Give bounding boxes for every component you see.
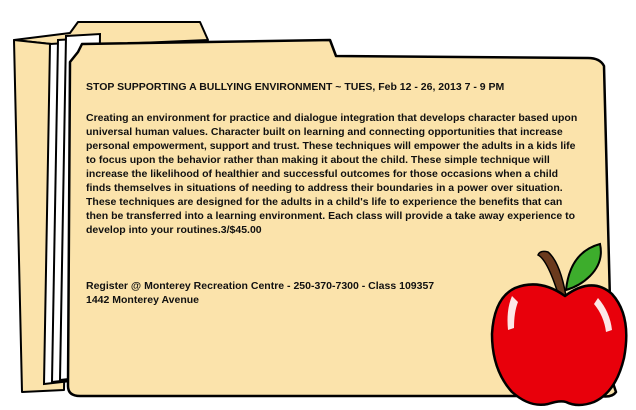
flyer-heading: STOP SUPPORTING A BULLYING ENVIRONMENT ~ TUES, Feb 12 - 26, 2013 7 - 9 PM — [86, 81, 505, 93]
address-line: 1442 Monterey Avenue — [86, 294, 200, 306]
flyer-description: Creating an environment for practice and dialogue integration that develops character based upon universal human values. Character built on learning and connecting opportunities that increase personal empowerment, support and trust. These techniques will empower the adults in a kids life to focus upon the behavior rather than making it about the child. These simple technique will increase the likelihood of healthier and successful outcomes for those occasions when a child finds themselves in situations of needing to address their boundaries in a power over situation. These techniques are designed for the adults in a child's life to experience the benefits that can then be transferred into a learning environment. Each class will provide a take away experience to develop into your routines.3/$45.00 — [86, 112, 578, 236]
flyer-content — [86, 80, 586, 307]
registration-line: Register @ Monterey Recreation Centre - 250-370-7300 - Class 109357 — [86, 280, 435, 292]
